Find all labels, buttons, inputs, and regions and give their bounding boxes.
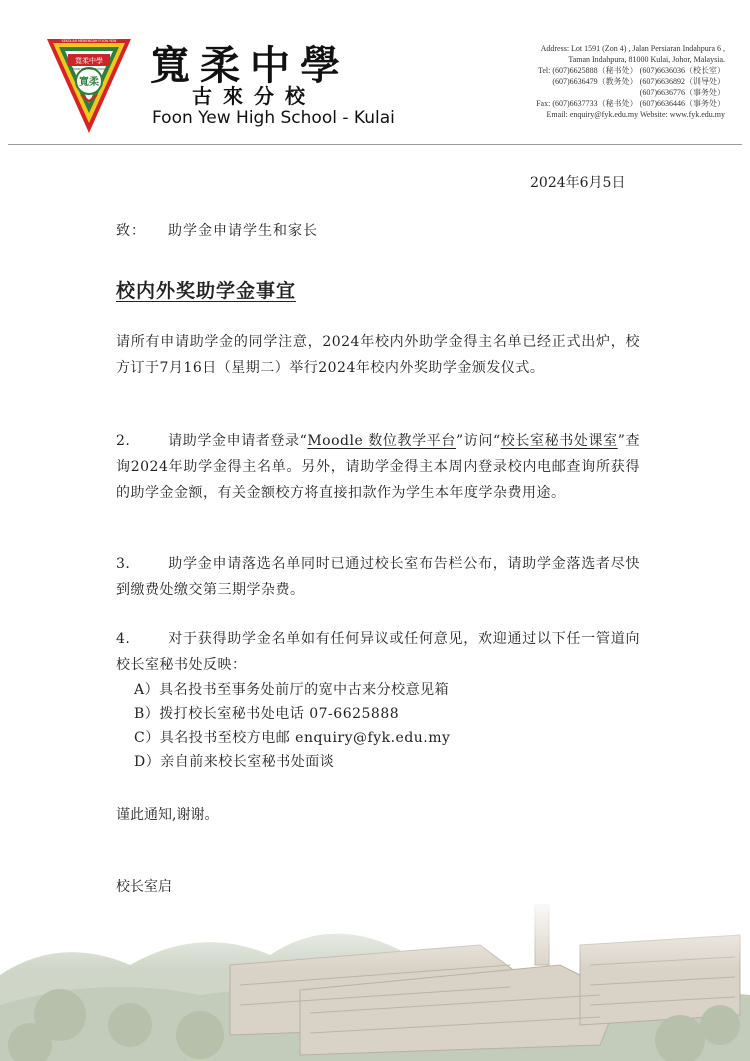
para2-text-a: 请助学金申请者登录“ — [168, 433, 308, 449]
feedback-options — [134, 678, 450, 774]
paragraph-1: 请所有申请助学金的同学注意，2024年校内外助学金得主名单已经正式出炉，校方订于7月16日（星期二）举行2024年校内外奖助学金颁发仪式。 — [116, 334, 640, 376]
secretary-classroom-link[interactable]: 校长室秘书处课室 — [500, 433, 618, 449]
para-number: 2. — [116, 433, 131, 449]
signature: 校长室启 — [116, 879, 172, 895]
para-number: 4. — [116, 631, 131, 647]
letter-title: 校内外奖助学金事宜 — [116, 280, 297, 302]
contact-line: Email: enquiry@fyk.edu.my Website: www.fyk.edu.my — [546, 110, 725, 119]
school-name-en: Foon Yew High School - Kulai — [152, 108, 395, 128]
logo-sub-text: FOON YEW HIGH SCHOOL — [72, 68, 106, 71]
paragraph-2 — [116, 428, 640, 506]
para2-text-b: ”访问“ — [456, 433, 501, 449]
para4-text: 对于获得助学金名单如有任何异议或任何意见，欢迎通过以下任一管道向校长室秘书处反映： — [116, 631, 640, 673]
recipients: 助学金申请学生和家长 — [168, 223, 318, 239]
option-item: D）亲自前来校长室秘书处面谈 — [134, 754, 335, 770]
paragraph-4 — [116, 626, 640, 678]
para3-text: 助学金申请落选名单同时已通过校长室布告栏公布，请助学金落选者尽快到缴费处缴交第三期学杂费。 — [116, 556, 640, 598]
paragraph-3 — [116, 551, 640, 603]
contact-line: (607)6636479（教务处） (607)6636892（训导处） — [552, 77, 725, 86]
option-item: C）具名投书至校方电邮 enquiry@fyk.edu.my — [134, 730, 451, 746]
contact-line: (607)6636776（事务处） — [639, 88, 725, 97]
recipient-line — [116, 220, 318, 240]
campus-watermark-image — [0, 895, 750, 1061]
school-name-cn: 寬柔中學 — [150, 42, 350, 89]
branch-name-cn: 古來分校 — [192, 84, 316, 108]
para2-text-c: ”查询2024年助学金得主名单。另外，请助学金得主本周内登录校内电邮查询所获得的助学金金额，有关金额校方将直接扣款作为学生本年度学杂费用途。 — [116, 433, 640, 501]
logo-top-text: SEKOLAH MENENGAH FOON YEW — [61, 39, 117, 43]
school-crest-logo — [46, 37, 132, 135]
contact-line: Taman Indahpura, 81000 Kulai, Johor, Malaysia. — [568, 55, 725, 64]
option-item: B）拨打校长室秘书处电话 07-6625888 — [134, 706, 400, 722]
to-label: 致： — [116, 223, 146, 239]
contact-line: Tel: (607)6625888（秘书处） (607)6636036（校长室） — [538, 66, 725, 75]
header-divider — [8, 144, 742, 145]
logo-seal-text: 寬柔 — [79, 77, 99, 88]
option-item: A）具名投书至事务处前厅的宽中古来分校意见箱 — [134, 682, 450, 698]
moodle-link[interactable]: Moodle 数位教学平台 — [307, 433, 456, 449]
contact-block — [470, 43, 725, 120]
contact-line: Address: Lot 1591 (Zon 4) , Jalan Persiaran Indahpura 6 , — [540, 44, 725, 53]
logo-name-cn: 寬柔中學 — [75, 57, 103, 65]
para-number: 3. — [116, 556, 131, 572]
contact-line: Fax: (607)6637733（秘书处） (607)6636446（事务处） — [536, 99, 725, 108]
letter-date: 2024年6月5日 — [530, 175, 626, 191]
closing-line: 谨此通知,谢谢。 — [116, 807, 219, 823]
